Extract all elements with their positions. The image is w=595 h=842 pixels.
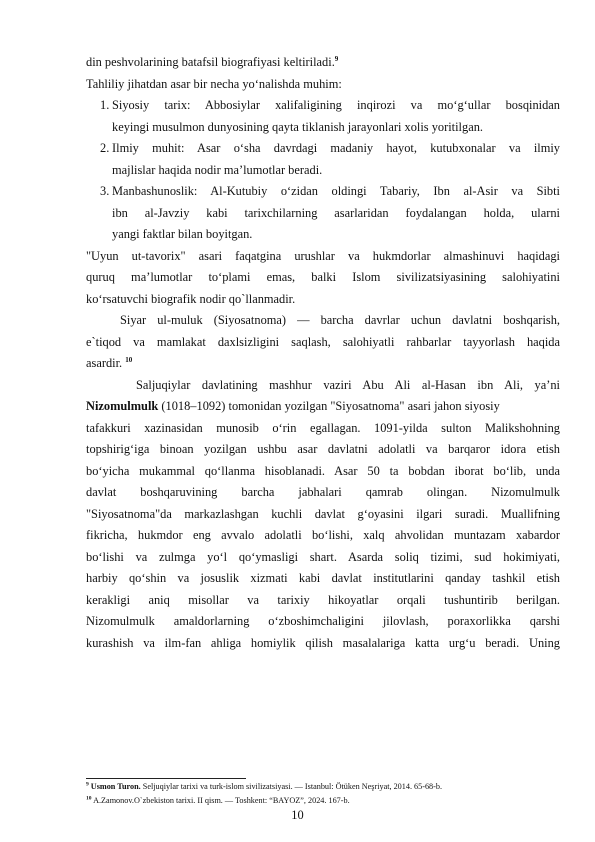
list-item: 2. Ilmiy muhit: Asar o‘sha davrdagi madaniy hayot, kutubxonalar va ilmiy majlislar haqida nodir ma’lumotlar beradi.	[100, 141, 560, 177]
list-item: 3. Manbashunoslik: Al-Kutubiy o‘zidan oldingi Tabariy, Ibn al-Asir va Sibti ibn al-Javziy kabi tarixchilarning asarlaridan foydalangan holda, ularni yangi faktlar bilan boyitgan.	[100, 184, 560, 241]
paragraph-saljuqiylar: Saljuqiylar davlatining mashhur vaziri Abu Ali al-Hasan ibn Ali, ya’ni Nizomulmulk (1018–1092) tomonidan yozilgan "Siyosatnoma" asari jahon siyosiy tafakkuri xazinasidan munosib o‘rin egallagan. 1091-yilda sulton Malikshohning topshirig‘iga binoan yozilgan ushbu asar davlatni adolatli va barqaror idora etish bo‘yicha mukammal qo‘llanma hisoblanadi. Asar 50 ta bobdan iborat bo‘lib, unda davlat boshqaruvining barcha jabhalari qamrab olingan. Nizomulmulk "Siyosatnoma"da markazlashgan kuchli davlat g‘oyasini ilgari suradi. Muallifning fikricha, hukmdor eng avvalo adolatli bo‘lishi, xalq ahvolidan muntazam xabardor bo‘lishi va zulmga yo‘l qo‘ymasligi shart. Asarda soliq tizimi, sud hokimiyati, harbiy qo‘shin va josuslik xizmati kabi davlat institutlarini qanday tashkil etish kerakligi aniq misollar va tarixiy hikoyatlar orqali tushuntirib berilgan. Nizomulmulk amaldorlarning o‘zboshimchaligini jilovlash, poraxorlikka qarshi kurashish va ilm-fan ahliga homiylik qilish masalalariga katta urg‘u beradi. Uning	[86, 377, 560, 650]
footnote-10: $^{10}$ A.Zamonov.O`zbekiston tarixi. II qism. — Toshkent: “BAYOZ”, 2024. 167-b.	[86, 795, 350, 805]
footnote-9: $^9$ Usmon Turon. Seljuqiylar tarixi va turk-islom sivilizatsiyasi. — Istanbul: Ötüken Neşriyat, 2014. 65-68-b.	[86, 781, 443, 791]
page-number: 10	[291, 808, 304, 822]
bold-name: Nizomulmulk	[86, 399, 159, 413]
footnote-ref-10[interactable]: 10	[125, 355, 133, 364]
paragraph-siyar: Siyar ul-muluk (Siyosatnoma) — barcha davrlar uchun davlatni boshqarish, e`tiqod va mamlakat daxlsizligini saqlash, salohiyatli rahbarlar tayyorlash haqida asardir. $^{10}$	[86, 313, 560, 370]
analysis-intro: Tahliliy jihatdan asar bir necha yo‘nalishda muhim:	[86, 76, 342, 91]
footnote-ref-9[interactable]: 9	[334, 54, 339, 63]
body-text	[86, 52, 560, 654]
paragraph-uyun: "Uyun ut-tavorix" asari faqatgina urushlar va hukmdorlar almashinuvi haqidagi quruq ma’lumotlar to‘plami emas, balki Islom sivilizatsiyasining salohiyatini ko‘rsatuvchi biografik nodir qo`llanmadir.	[86, 248, 560, 306]
footnote-separator	[86, 778, 246, 779]
intro-line: din peshvolarining batafsil biografiyasi keltiriladi.$^9$	[86, 54, 339, 69]
list-item: 1. Siyosiy tarix: Abbosiylar xalifaligining inqirozi va mo‘g‘ullar bosqinidan keyingi musulmon dunyosining qayta tiklanish jarayonlari xolis yoritilgan.	[100, 98, 560, 134]
